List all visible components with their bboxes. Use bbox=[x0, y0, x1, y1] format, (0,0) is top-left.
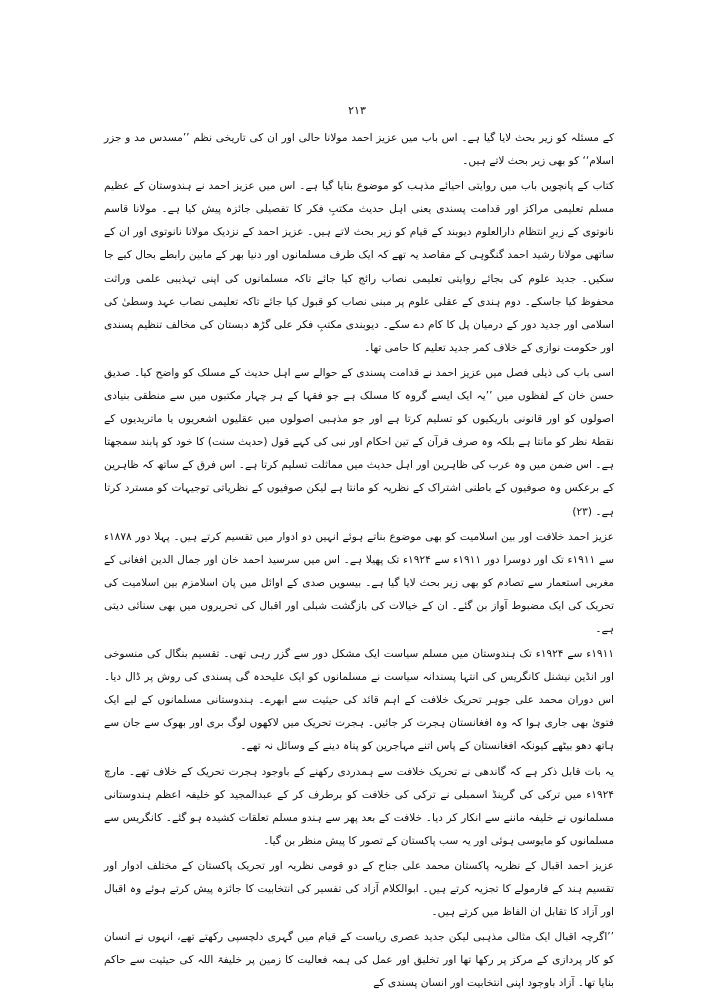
paragraph: کے مسئلہ کو زیر بحث لایا گیا ہے۔ اس باب میں عزیز احمد مولانا حالی اور ان کی تاریخی نظم ’’مسدس مد و جزر اسلام‘‘ کو بھی زیر بحث لاتے ہیں۔ bbox=[104, 132, 614, 168]
paragraph: یہ بات قابل ذکر ہے کہ گاندھی نے تحریک خلافت سے ہمدردی رکھنے کے باوجود ہجرت تحریک کے خلاف تھے۔ مارچ ۱۹۲۴ء میں ترکی کی گرینڈ اسمبلی نے ترکی کی خلافت کو برطرف کر کے عبدالمجید کو خلیفہ اعظم ہندوستانی مسلمانوں نے خلیفہ ماننے سے انکار کر دیا۔ خلافت کے بعد پھر سے ہندو مسلم تعلقات کشیدہ ہو گئے۔ کانگریس سے مسلمانوں کو مایوسی ہوئی اور یہ سب پاکستان کے تصور کا پیش منظر بن گیا۔ bbox=[104, 765, 614, 847]
paragraph: اسی باب کی ذیلی فصل میں عزیز احمد نے قدامت پسندی کے حوالے سے اہل حدیث کے مسلک کو واضح کیا۔ صدیق حسن خان کے لفظوں میں ’’یہ ایک ایسے گروہ کا مسلک ہے جو فقہا کے ہر چہار مکتبوں میں سے منطقی بنیادی اصولوں کو اور قانونی باریکیوں کو تسلیم کرتا ہے اور جو مذہبی اصولوں میں عقلیوں اشعریوں یا ماتریدیوں کے نقطۂ نظر کو مانتا ہے بلکہ وہ صرف قرآن کے تین احکام اور نبی کی کہے قول (حدیث سنت) کا خود کو پابند سمجھتا ہے۔ اس ضمن میں وہ عرب کی ظاہرین اور اہل حدیث میں مماثلت تسلیم کرتا ہے۔ اس فرق کے ساتھ کہ ظاہرین کے برعکس وہ صوفیوں کے باطنی اشتراک کے نظریہ کو مانتا ہے لیکن صوفیوں کے نظریاتی توجیہات کو مسترد کرتا ہے۔ (۲۳) bbox=[104, 366, 614, 518]
paragraph: ۱۹۱۱ء سے ۱۹۲۴ء تک ہندوستان میں مسلم سیاست ایک مشکل دور سے گزر رہی تھی۔ تقسیم بنگال کی منسوخی اور انڈین نیشنل کانگریس کی انتہا پسندانہ سیاست نے مسلمانوں کو ایک علیحدہ گی پسندی کی روش پر ڈال دیا۔ اس دوران محمد علی جوہر تحریک خلافت کے اہم قائد کی حیثیت سے ابھرے۔ ہندوستانی مسلمانوں کے لیے ایک فتویٰ بھی جاری ہوا کہ وہ افغانستان ہجرت کر جائیں۔ ہجرت تحریک میں لاکھوں لوگ بری اور بھوک سے جان سے ہاتھ دھو بیٹھے کیونکہ افغانستان کے پاس اتنے مہاجرین کو پناہ دینے کے وسائل نہ تھے۔ bbox=[104, 648, 614, 753]
page-number: ۲۱۳ bbox=[348, 104, 366, 117]
paragraph: کتاب کے پانچویں باب میں روایتی احیائے مذہب کو موضوع بنایا گیا ہے۔ اس میں عزیز احمد نے ہندوستان کے عظیم مسلم تعلیمی مراکز اور قدامت پسندی یعنی اہل حدیث مکتبِ فکر کا تفصیلی جائزہ پیش کیا ہے۔ مولانا قاسم نانوتوی کے زیرِ انتظام دارالعلوم دیوبند کے قیام کو زیر بحث لاتے ہیں۔ عزیز احمد کے نزدیک مولانا نانوتوی اور ان کے ساتھی مولانا رشید احمد گنگوہی کے مقاصد یہ تھے کہ ایک طرف مسلمانوں اور دنیا بھر کے مابین رابطے بحال کیے جا سکیں۔ جدید علوم کی بجائے روایتی تعلیمی نصاب رائج کیا جائے تاکہ مسلمانوں کی اپنی تہذیبی علمی وراثت محفوظ کیا جاسکے۔ دوم ہندی کے عقلی علوم پر مبنی نصاب کو قبول کیا جائے تاکہ تعلیمی نصاب عہد وسطیٰ کی اسلامی اور جدید دور کے درمیان پل کا کام دے سکے۔ دیوبندی مکتبِ فکر علی گڑھ دبستان کی مخالف تنظیم پسندی اور حکومت نوازی کے خلاف کمر جدید تعلیم کا حامی تھا۔ bbox=[104, 180, 614, 354]
paragraph: ’’اگرچہ اقبال ایک مثالی مذہبی لیکن جدید عصری ریاست کے قیام میں گہری دلچسپی رکھتے تھے، انہوں نے انسان کو کار پردازی کے مرکز پر رکھا تھا اور تخلیق اور عمل کی ہمہ فعالیت کا زمین پر خلیفۃ اللہ کی حیثیت سے حاکم بنایا تھا۔ آزاد باوجود اپنی انتخابیت اور انسان پسندی کے bbox=[104, 931, 614, 990]
paragraph: عزیز احمد خلافت اور بین اسلامیت کو بھی موضوع بناتے ہوئے انہیں دو ادوار میں تقسیم کرتے ہیں۔ پہلا دور ۱۸۷۸ء سے ۱۹۱۱ء تک اور دوسرا دور ۱۹۱۱ء سے ۱۹۲۴ء تک پھیلا ہے۔ اس میں سرسید احمد خان اور جمال الدین افغانی کے مغربی استعمار سے تصادم کو بھی زیر بحث لایا گیا ہے۔ بیسویں صدی کے اوائل میں پان اسلامزم بین اسلامیت کی تحریک کی ایک مضبوط آواز بن گئے۔ ان کے خیالات کی بازگشت شبلی اور اقبال کی تحریروں میں بھی سنائی دیتی ہے۔ bbox=[104, 530, 615, 635]
body-text bbox=[104, 127, 614, 995]
paragraph: عزیز احمد اقبال کے نظریہ پاکستان محمد علی جناح کے دو قومی نظریہ اور تحریک پاکستان کے مختلف ادوار اور تقسیم ہند کے فارمولے کا تجزیہ کرتے ہیں۔ ابوالکلام آزاد کی تفسیر کی انتخابیت کا جائزہ پیش کرتے ہوئے وہ اقبال اور آزاد کا تقابل ان الفاظ میں کرتے ہیں۔ bbox=[104, 859, 614, 919]
